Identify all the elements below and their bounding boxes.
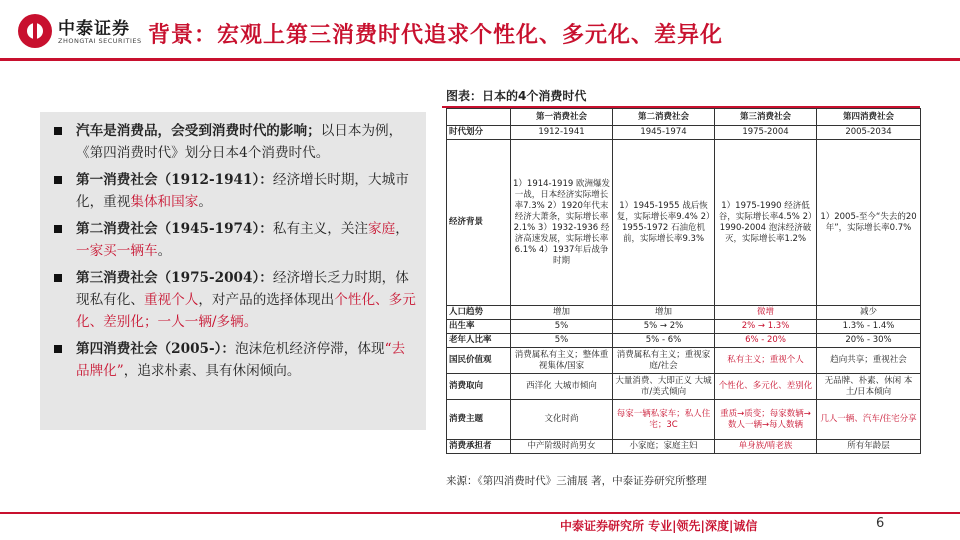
table-cell: 20% - 30%	[817, 334, 921, 348]
table-cell: 所有年龄层	[817, 440, 921, 454]
table-cell: 1）1914-1919 欧洲爆发一战，日本经济实际增长率7.3% 2）1920年代末经济大萧条，实际增长率2.1% 3）1932-1936 经济高速发展，实际增长率6.1% 4）1937年后战争时期	[511, 140, 613, 306]
table-cell: 5%	[511, 334, 613, 348]
bullet-text-span: 第三消费社会（1975-2004）：	[76, 270, 273, 286]
table-cell: 西洋化 大城市倾向	[511, 374, 613, 400]
bullet-text-span: ，对产品的选择体现出	[198, 292, 335, 308]
bullet-panel	[40, 112, 426, 430]
table-header-cell: 第二消费社会	[613, 109, 715, 126]
table-cell: 消费属私有主义；重视家庭/社会	[613, 348, 715, 374]
slide-title: 背景：宏观上第三消费时代追求个性化、多元化、差异化	[148, 22, 724, 48]
bullet-square-icon	[54, 176, 62, 184]
table-cell: 1945-1974	[613, 126, 715, 140]
table-row	[447, 400, 921, 440]
table-cell: 单身族/啃老族	[715, 440, 817, 454]
bullet-square-icon	[54, 127, 62, 135]
page-number: 6	[876, 516, 885, 531]
table-row	[447, 348, 921, 374]
table-cell: 每家一辆私家车；私人住宅；3C	[613, 400, 715, 440]
bullet-text-span: 个性化、多元化、差别化；一人一辆/多辆。	[76, 292, 416, 330]
bullet-item	[48, 169, 416, 213]
table-cell: 1912-1941	[511, 126, 613, 140]
bullet-text	[76, 267, 416, 333]
table-cell: 1975-2004	[715, 126, 817, 140]
row-header-cell: 消费承担者	[447, 440, 511, 454]
bullet-text	[76, 169, 416, 213]
bullet-text-span: 泡沫危机经济停滞，体现	[235, 341, 385, 357]
table-cell: 5%	[511, 320, 613, 334]
table-cell: 大量消费、大即正义 大城市/美式倾向	[613, 374, 715, 400]
table-cell: 无品牌、朴素、休闲 本土/日本倾向	[817, 374, 921, 400]
row-header-cell: 消费取向	[447, 374, 511, 400]
company-name-en: ZHONGTAI SECURITIES	[58, 37, 142, 45]
table-caption: 图表：日本的4个消费时代	[446, 89, 587, 103]
bullet-text	[76, 218, 416, 262]
table-cell: 1.3% - 1.4%	[817, 320, 921, 334]
table-cell: 中产阶级时尚男女	[511, 440, 613, 454]
table-cell: 1）1975-1990 经济低谷，实际增长率4.5% 2）1990-2004 泡沫经济破灭，实际增长率1.2%	[715, 140, 817, 306]
row-header-cell: 时代划分	[447, 126, 511, 140]
company-logo-icon	[18, 14, 52, 48]
bullet-text-span: 第二消费社会（1945-1974）：	[76, 221, 273, 237]
bullet-text-span: 。	[157, 243, 172, 259]
bullet-text-span: 经济增长乏力时期，体现私有化、	[76, 270, 409, 308]
table-row	[447, 440, 921, 454]
bullet-square-icon	[54, 274, 62, 282]
table-cell: 6% - 20%	[715, 334, 817, 348]
row-header-cell: 老年人比率	[447, 334, 511, 348]
table-cell: 增加	[511, 306, 613, 320]
table-header-cell: 第一消费社会	[511, 109, 613, 126]
table-cell: 2005-2034	[817, 126, 921, 140]
bullet-text-span: 第四消费社会（2005-）：	[76, 341, 236, 357]
bullet-text-span: 第一消费社会（1912-1941）：	[76, 172, 273, 188]
table-cell: 私有主义；重视个人	[715, 348, 817, 374]
row-header-cell: 消费主题	[447, 400, 511, 440]
table-row	[447, 126, 921, 140]
table-cell: 减少	[817, 306, 921, 320]
footer-divider	[0, 512, 960, 514]
table-row	[447, 334, 921, 348]
bullet-item	[48, 338, 416, 382]
table-row	[447, 374, 921, 400]
consumption-era-table	[446, 108, 921, 454]
table-cell: 5% → 2%	[613, 320, 715, 334]
row-header-cell: 人口趋势	[447, 306, 511, 320]
table-cell: 2% → 1.3%	[715, 320, 817, 334]
bullet-text	[76, 120, 416, 164]
bullet-text-span: 一家买一辆车	[76, 243, 158, 259]
table-header-cell: 第三消费社会	[715, 109, 817, 126]
table-cell: 消费属私有主义；整体重视集体/国家	[511, 348, 613, 374]
bullet-text-span: 汽车是消费品，会受到消费时代的影响；	[76, 123, 321, 139]
row-header-cell: 出生率	[447, 320, 511, 334]
table-header-cell: 第四消费社会	[817, 109, 921, 126]
bullet-text-span: 私有主义，关注	[272, 221, 369, 237]
table-cell: 微增	[715, 306, 817, 320]
table-cell: 1）2005-至今“失去的20年”，实际增长率0.7%	[817, 140, 921, 306]
bullet-text	[76, 338, 416, 382]
source-note: 来源：《第四消费时代》三浦展 著，中泰证券研究所整理	[446, 475, 707, 487]
table-cell: 文化时尚	[511, 400, 613, 440]
bullet-text-span: ，追求朴素、具有休闲倾向。	[123, 363, 301, 379]
bullet-text-span: 家庭	[368, 221, 396, 237]
table-header-row	[447, 109, 921, 126]
table-cell: 1）1945-1955 战后恢复，实际增长率9.4% 2）1955-1972 石油危机前，实际增长率9.3%	[613, 140, 715, 306]
bullet-text-span: “去品牌化”	[76, 341, 406, 379]
bullet-text-span: 以日本为例，《第四消费时代》划分日本4个消费时代。	[76, 123, 403, 161]
bullet-text-span: ，	[395, 221, 409, 237]
table-cell: 趋向共享；重视社会	[817, 348, 921, 374]
bullet-item	[48, 218, 416, 262]
table-cell: 增加	[613, 306, 715, 320]
table-cell: 小家庭；家庭主妇	[613, 440, 715, 454]
title-divider	[0, 58, 960, 61]
table-cell: 5% - 6%	[613, 334, 715, 348]
bullet-text-span: 集体和国家	[130, 194, 199, 210]
bullet-item	[48, 267, 416, 333]
table-cell: 个性化、多元化、差别化	[715, 374, 817, 400]
bullet-square-icon	[54, 225, 62, 233]
company-name: 中泰证券	[58, 19, 130, 39]
footer-slogan: 中泰证券研究所 专业|领先|深度|诚信	[560, 519, 758, 533]
bullet-text-span: 经济增长时期，大城市化，重视	[76, 172, 409, 210]
bullet-square-icon	[54, 345, 62, 353]
bullet-text-span: 重视个人	[143, 292, 199, 308]
table-cell: 重质→质变；每家数辆→数人一辆→每人数辆	[715, 400, 817, 440]
table-row	[447, 140, 921, 306]
bullet-text-span: 。	[198, 194, 212, 210]
row-header-cell: 经济背景	[447, 140, 511, 306]
bullet-item	[48, 120, 416, 164]
table-cell: 几人一辆、汽车/住宅分享	[817, 400, 921, 440]
table-row	[447, 320, 921, 334]
row-header-cell: 国民价值观	[447, 348, 511, 374]
table-row	[447, 306, 921, 320]
table-header-cell	[447, 109, 511, 126]
